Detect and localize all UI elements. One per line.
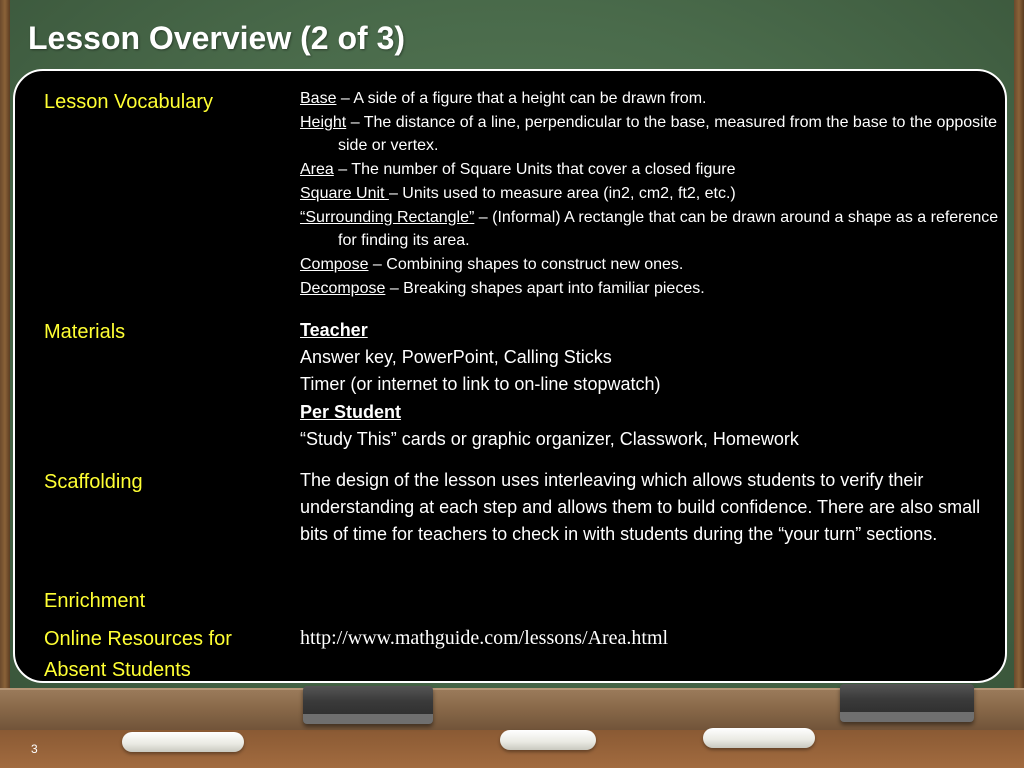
vocab-entry — [300, 111, 1000, 158]
vocab-entry — [300, 253, 1000, 277]
vocabulary-list — [300, 87, 1000, 300]
teacher-heading: Teacher — [300, 320, 368, 340]
chalk-stick-1-icon — [122, 732, 244, 752]
vocab-entry — [300, 182, 1000, 206]
vocab-definition: – The distance of a line, perpendicular to the base, measured from the base to the opposite side or vertex. — [338, 113, 998, 155]
eraser-right-icon — [840, 684, 974, 722]
student-heading: Per Student — [300, 401, 402, 422]
vocab-entry — [300, 158, 1000, 182]
vocab-entry — [300, 206, 1000, 253]
label-online-resources: Online Resources for Absent Students — [44, 628, 232, 681]
scaffolding-text: The design of the lesson uses interleaving which allows students to verify their understanding at each step and allows them to build confidence. There are also small bits of time for teachers to check in with students during the “your turn” sections. — [300, 470, 981, 545]
label-enrichment: Enrichment — [44, 590, 146, 612]
online-resource-link[interactable]: http://www.mathguide.com/lessons/Area.html — [300, 627, 669, 649]
vocab-definition: – A side of a figure that a height can be drawn from. — [336, 90, 707, 107]
vocab-entry — [300, 87, 1000, 111]
eraser-left-icon — [303, 686, 433, 724]
vocab-term: Square Unit — [300, 184, 389, 202]
slide-number: 3 — [31, 742, 38, 756]
teacher-item: Answer key, PowerPoint, Calling Sticks — [300, 347, 612, 368]
student-item: “Study This” cards or graphic organizer, Classwork, Homework — [300, 428, 799, 449]
teacher-item: Timer (or internet to link to on-line stopwatch) — [300, 374, 661, 395]
label-materials: Materials — [44, 321, 126, 343]
chalk-stick-3-icon — [703, 728, 815, 748]
vocab-term: Area — [300, 161, 334, 179]
materials-content — [300, 317, 990, 453]
label-scaffolding: Scaffolding — [44, 471, 143, 493]
slide-title: Lesson Overview (2 of 3) — [28, 20, 406, 56]
vocab-term: Decompose — [300, 279, 386, 297]
vocab-term: Height — [300, 113, 347, 131]
vocab-term: Compose — [300, 255, 369, 273]
vocab-definition: – The number of Square Units that cover a closed figure — [333, 161, 736, 179]
vocab-term: Base — [300, 90, 337, 107]
vocab-definition: – Breaking shapes apart into familiar pieces. — [385, 279, 705, 297]
vocab-entry — [300, 277, 1000, 301]
chalk-stick-2-icon — [500, 730, 596, 750]
vocab-definition: – Combining shapes to construct new ones. — [368, 255, 684, 273]
vocab-definition: – Units used to measure area (in2, cm2, ft2, etc.) — [388, 184, 736, 202]
vocab-definition: – (Informal) A rectangle that can be drawn around a shape as a reference for finding its area. — [338, 208, 999, 250]
overview-panel — [13, 69, 1007, 683]
label-lesson-vocabulary: Lesson Vocabulary — [44, 91, 214, 113]
vocab-term: “Surrounding Rectangle” — [300, 208, 475, 226]
board-frame-left — [0, 0, 10, 690]
board-frame-right — [1014, 0, 1024, 690]
